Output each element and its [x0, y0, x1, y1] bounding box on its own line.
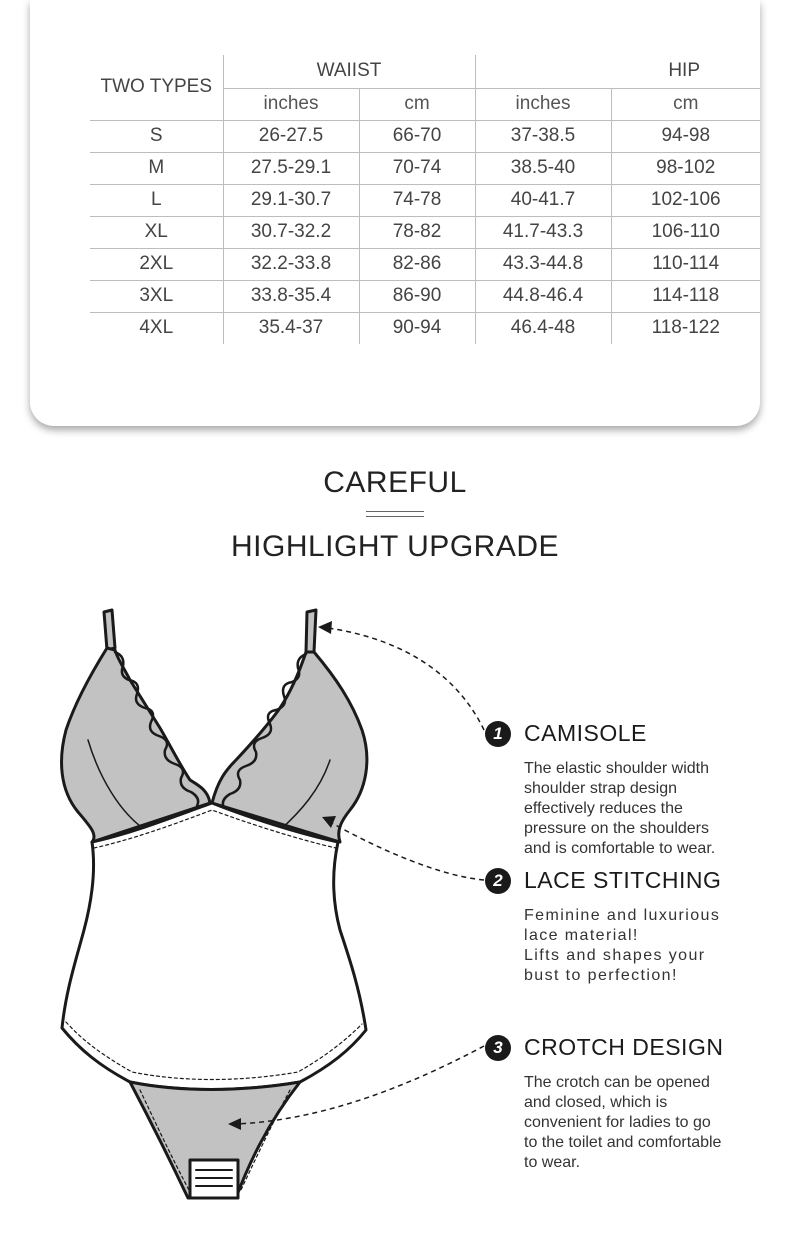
- size-cell: M: [90, 152, 223, 184]
- waist-cm-cell: 86-90: [359, 280, 475, 312]
- table-row: [90, 152, 760, 184]
- left-strap: [104, 610, 115, 650]
- hip-inches-cell: 41.7-43.3: [475, 216, 611, 248]
- feature-description: The elastic shoulder width shoulder strap design effectively reduces the pressure on the shoulders and is comfortable to wear.: [524, 760, 716, 857]
- waist-inches-cell: 33.8-35.4: [223, 280, 359, 312]
- size-chart-card: [30, 0, 760, 426]
- waist-cm-cell: 66-70: [359, 120, 475, 152]
- hip-cm-cell: 94-98: [611, 120, 760, 152]
- hip-inches-cell: 46.4-48: [475, 312, 611, 344]
- size-cell: 3XL: [90, 280, 223, 312]
- hip-cm-header: cm: [611, 88, 760, 120]
- waist-inches-header: inches: [223, 88, 359, 120]
- number-badge-1: 1: [485, 721, 511, 747]
- waist-cm-cell: 90-94: [359, 312, 475, 344]
- table-row: [90, 312, 760, 344]
- hip-cm-cell: 106-110: [611, 216, 760, 248]
- table-row: [90, 280, 760, 312]
- feature-crotch-design: [485, 1034, 775, 1173]
- arrowhead-camisole: [318, 621, 332, 634]
- size-cell: S: [90, 120, 223, 152]
- hip-inches-cell: 37-38.5: [475, 120, 611, 152]
- waist-cm-header: cm: [359, 88, 475, 120]
- feature-description: Feminine and luxurious lace material! Lifts and shapes your bust to perfection!: [524, 907, 721, 984]
- hip-inches-cell: 40-41.7: [475, 184, 611, 216]
- waist-inches-cell: 32.2-33.8: [223, 248, 359, 280]
- size-cell: L: [90, 184, 223, 216]
- number-badge-2: 2: [485, 868, 511, 894]
- waist-cm-cell: 70-74: [359, 152, 475, 184]
- waist-inches-cell: 26-27.5: [223, 120, 359, 152]
- waist-inches-cell: 29.1-30.7: [223, 184, 359, 216]
- hip-cm-cell: 114-118: [611, 280, 760, 312]
- bodysuit-drawing: [62, 610, 367, 1198]
- table-row: [90, 248, 760, 280]
- feature-camisole: [485, 720, 775, 859]
- feature-title: CROTCH DESIGN: [524, 1034, 724, 1060]
- waist-inches-cell: 30.7-32.2: [223, 216, 359, 248]
- heading-divider: [366, 511, 424, 517]
- bodysuit-body: [62, 803, 366, 1090]
- hip-inches-cell: 44.8-46.4: [475, 280, 611, 312]
- heading-careful: CAREFUL: [323, 466, 467, 499]
- waist-header: WAIIST: [223, 55, 475, 88]
- size-chart-table: [90, 55, 760, 344]
- number-badge-3: 3: [485, 1035, 511, 1061]
- feature-title: LACE STITCHING: [524, 867, 722, 893]
- table-row: [90, 216, 760, 248]
- feature-title: CAMISOLE: [524, 720, 647, 746]
- size-cell: 4XL: [90, 312, 223, 344]
- hip-cm-cell: 118-122: [651, 317, 720, 338]
- waist-inches-cell: 35.4-37: [223, 312, 359, 344]
- hip-cm-cell: 110-114: [611, 248, 760, 280]
- arrow-lace: [330, 822, 484, 880]
- waist-inches-cell: 27.5-29.1: [223, 152, 359, 184]
- waist-cm-cell: 74-78: [359, 184, 475, 216]
- hip-cm-cell: 102-106: [611, 184, 760, 216]
- heading-highlight-upgrade: HIGHLIGHT UPGRADE: [231, 530, 559, 563]
- hip-inches-header: inches: [475, 88, 611, 120]
- table-row: [90, 184, 760, 216]
- hip-header: HIP: [475, 55, 760, 88]
- hip-inches-cell: 38.5-40: [475, 152, 611, 184]
- feature-description: The crotch can be opened and closed, which is convenient for ladies to go to the toilet and comfortable to wear.: [524, 1074, 722, 1171]
- waist-cm-cell: 82-86: [359, 248, 475, 280]
- hip-cm-cell: 98-102: [611, 152, 760, 184]
- size-cell: XL: [90, 216, 223, 248]
- size-cell: 2XL: [90, 248, 223, 280]
- two-types-header: TWO TYPES: [90, 55, 223, 120]
- hip-inches-cell: 43.3-44.8: [475, 248, 611, 280]
- right-strap: [306, 610, 316, 652]
- table-row: [90, 120, 760, 152]
- feature-lace-stitching: [485, 867, 775, 986]
- waist-cm-cell: 78-82: [359, 216, 475, 248]
